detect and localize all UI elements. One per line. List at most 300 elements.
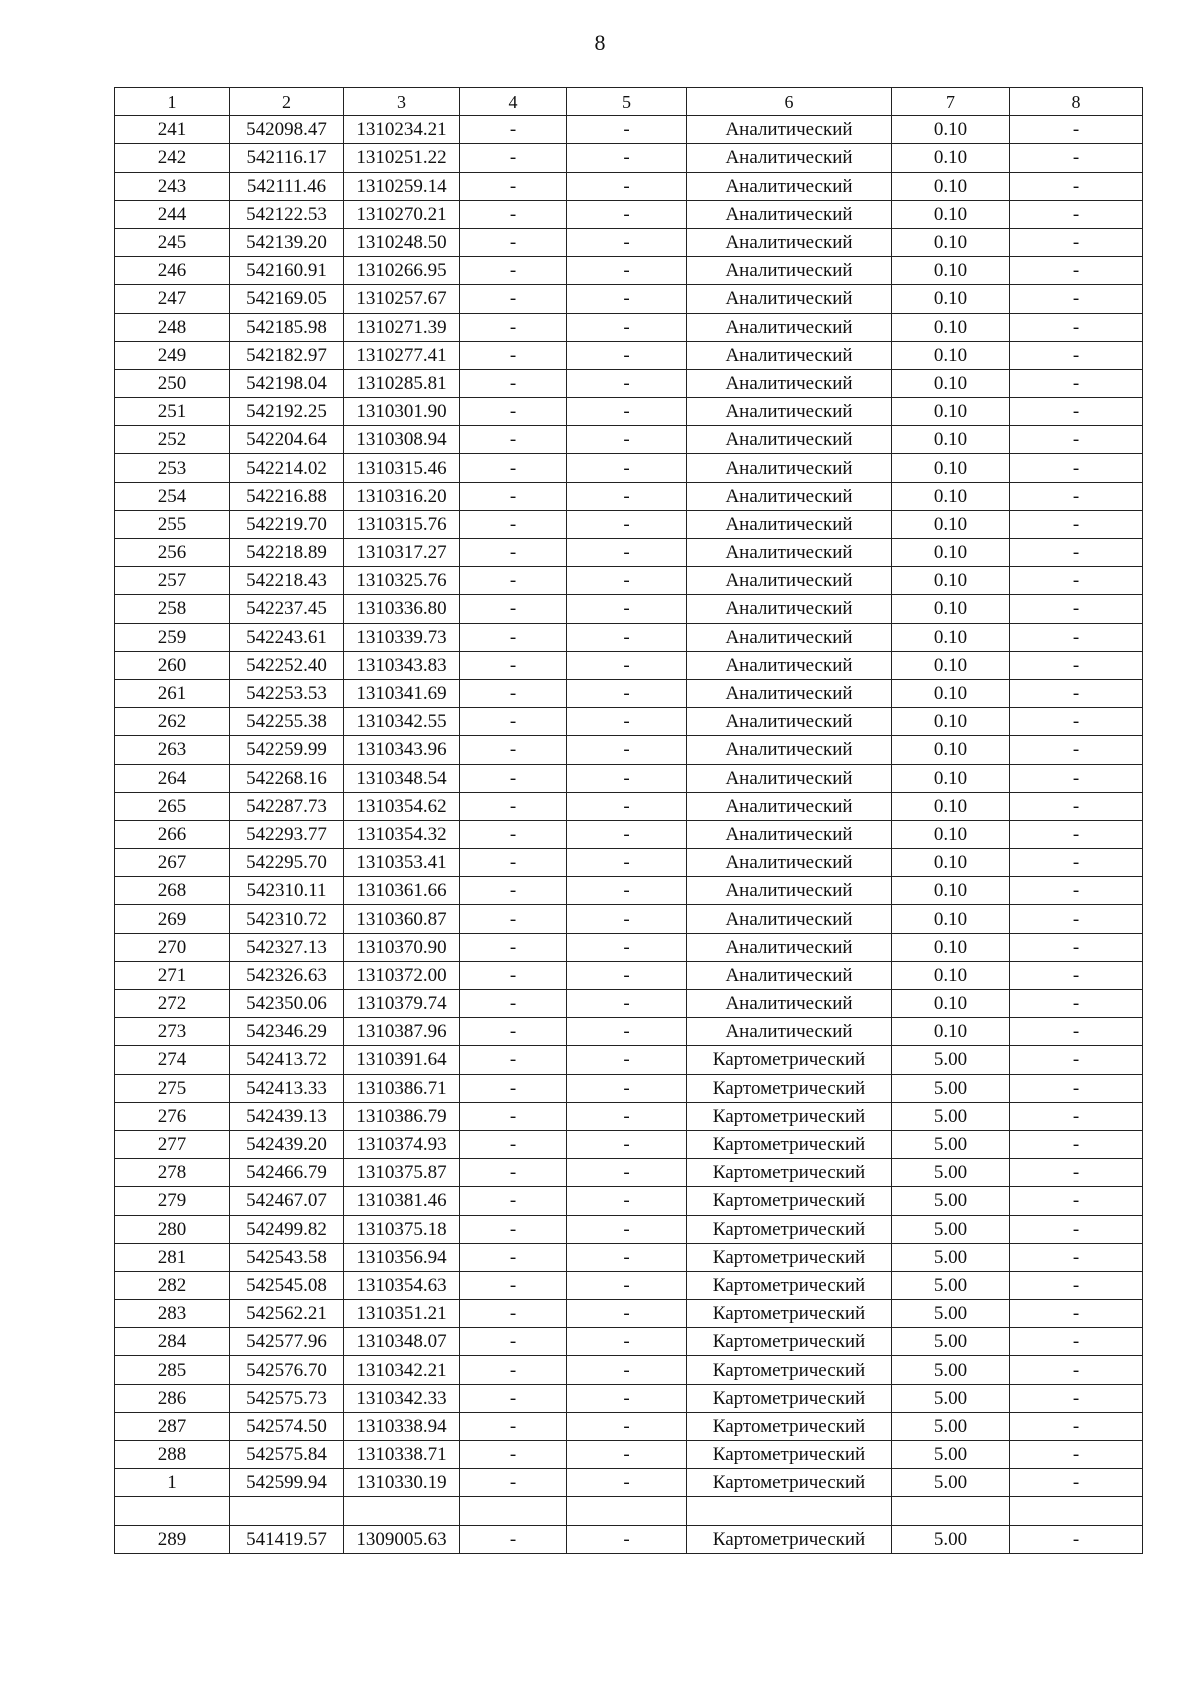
col4-cell: - bbox=[460, 1271, 567, 1299]
column-header-6: 6 bbox=[687, 88, 892, 116]
col4-cell: - bbox=[460, 539, 567, 567]
y-coordinate-cell: 1310370.90 bbox=[344, 933, 460, 961]
x-coordinate-cell: 542499.82 bbox=[230, 1215, 344, 1243]
method-cell: Аналитический bbox=[687, 398, 892, 426]
point-number-cell: 262 bbox=[115, 708, 230, 736]
table-row bbox=[115, 961, 1143, 989]
col8-cell: - bbox=[1010, 228, 1143, 256]
accuracy-cell: 5.00 bbox=[892, 1102, 1010, 1130]
x-coordinate-cell: 542575.73 bbox=[230, 1384, 344, 1412]
col4-cell: - bbox=[460, 1384, 567, 1412]
x-coordinate-cell: 542185.98 bbox=[230, 313, 344, 341]
point-number-cell: 287 bbox=[115, 1412, 230, 1440]
col8-cell: - bbox=[1010, 1356, 1143, 1384]
col4-cell: - bbox=[460, 1215, 567, 1243]
accuracy-cell: 0.10 bbox=[892, 961, 1010, 989]
accuracy-cell: 0.10 bbox=[892, 764, 1010, 792]
col5-cell: - bbox=[567, 961, 687, 989]
method-cell: Аналитический bbox=[687, 228, 892, 256]
x-coordinate-cell: 542216.88 bbox=[230, 482, 344, 510]
col5-cell: - bbox=[567, 820, 687, 848]
table-row bbox=[115, 933, 1143, 961]
method-cell: Аналитический bbox=[687, 341, 892, 369]
y-coordinate-cell: 1310348.07 bbox=[344, 1328, 460, 1356]
method-cell: Аналитический bbox=[687, 454, 892, 482]
col8-cell: - bbox=[1010, 510, 1143, 538]
col8-cell: - bbox=[1010, 369, 1143, 397]
point-number-cell: 244 bbox=[115, 200, 230, 228]
col4-cell: - bbox=[460, 905, 567, 933]
col8-cell: - bbox=[1010, 1046, 1143, 1074]
col8-cell: - bbox=[1010, 1469, 1143, 1497]
accuracy-cell: 0.10 bbox=[892, 454, 1010, 482]
table-row bbox=[115, 1159, 1143, 1187]
method-cell: Аналитический bbox=[687, 482, 892, 510]
point-number-cell: 249 bbox=[115, 341, 230, 369]
col5-cell: - bbox=[567, 1159, 687, 1187]
col8-cell: - bbox=[1010, 1384, 1143, 1412]
x-coordinate-cell: 542268.16 bbox=[230, 764, 344, 792]
y-coordinate-cell: 1310317.27 bbox=[344, 539, 460, 567]
table-row bbox=[115, 200, 1143, 228]
method-cell: Картометрический bbox=[687, 1525, 892, 1553]
x-coordinate-cell: 542466.79 bbox=[230, 1159, 344, 1187]
accuracy-cell: 0.10 bbox=[892, 651, 1010, 679]
table-row bbox=[115, 1412, 1143, 1440]
point-number-cell: 267 bbox=[115, 849, 230, 877]
y-coordinate-cell: 1310354.63 bbox=[344, 1271, 460, 1299]
y-coordinate-cell: 1310379.74 bbox=[344, 990, 460, 1018]
col4-cell: - bbox=[460, 1102, 567, 1130]
column-header-7: 7 bbox=[892, 88, 1010, 116]
y-coordinate-cell: 1310259.14 bbox=[344, 172, 460, 200]
accuracy-cell: 0.10 bbox=[892, 313, 1010, 341]
method-cell: Аналитический bbox=[687, 736, 892, 764]
method-cell: Аналитический bbox=[687, 990, 892, 1018]
method-cell: Аналитический bbox=[687, 595, 892, 623]
x-coordinate-cell: 542576.70 bbox=[230, 1356, 344, 1384]
col4-cell: - bbox=[460, 1356, 567, 1384]
table-row bbox=[115, 313, 1143, 341]
col8-cell: - bbox=[1010, 1074, 1143, 1102]
col4-cell: - bbox=[460, 200, 567, 228]
accuracy-cell: 0.10 bbox=[892, 144, 1010, 172]
accuracy-cell: 5.00 bbox=[892, 1441, 1010, 1469]
method-cell: Картометрический bbox=[687, 1356, 892, 1384]
method-cell: Аналитический bbox=[687, 764, 892, 792]
x-coordinate-cell: 542255.38 bbox=[230, 708, 344, 736]
table-row bbox=[115, 764, 1143, 792]
col4-cell: - bbox=[460, 1046, 567, 1074]
col4-cell: - bbox=[460, 679, 567, 707]
accuracy-cell: 0.10 bbox=[892, 116, 1010, 144]
col5-cell: - bbox=[567, 933, 687, 961]
col8-cell: - bbox=[1010, 285, 1143, 313]
accuracy-cell: 5.00 bbox=[892, 1525, 1010, 1553]
table-row bbox=[115, 1384, 1143, 1412]
point-number-cell: 277 bbox=[115, 1130, 230, 1158]
table-row bbox=[115, 905, 1143, 933]
table-row bbox=[115, 708, 1143, 736]
col8-cell: - bbox=[1010, 623, 1143, 651]
x-coordinate-cell: 542204.64 bbox=[230, 426, 344, 454]
y-coordinate-cell: 1310353.41 bbox=[344, 849, 460, 877]
method-cell: Аналитический bbox=[687, 116, 892, 144]
col8-cell: - bbox=[1010, 933, 1143, 961]
y-coordinate-cell: 1310301.90 bbox=[344, 398, 460, 426]
accuracy-cell: 0.10 bbox=[892, 510, 1010, 538]
col8-cell: - bbox=[1010, 1328, 1143, 1356]
accuracy-cell: 5.00 bbox=[892, 1384, 1010, 1412]
col8-cell: - bbox=[1010, 1271, 1143, 1299]
accuracy-cell: 5.00 bbox=[892, 1159, 1010, 1187]
col5-cell bbox=[567, 1497, 687, 1525]
accuracy-cell: 5.00 bbox=[892, 1469, 1010, 1497]
y-coordinate-cell: 1310257.67 bbox=[344, 285, 460, 313]
col4-cell: - bbox=[460, 595, 567, 623]
col5-cell: - bbox=[567, 341, 687, 369]
method-cell: Картометрический bbox=[687, 1046, 892, 1074]
point-number-cell: 260 bbox=[115, 651, 230, 679]
point-number-cell: 276 bbox=[115, 1102, 230, 1130]
y-coordinate-cell: 1310308.94 bbox=[344, 426, 460, 454]
method-cell: Картометрический bbox=[687, 1441, 892, 1469]
accuracy-cell: 0.10 bbox=[892, 539, 1010, 567]
col4-cell: - bbox=[460, 257, 567, 285]
accuracy-cell: 0.10 bbox=[892, 820, 1010, 848]
col4-cell: - bbox=[460, 567, 567, 595]
col4-cell: - bbox=[460, 1159, 567, 1187]
table-row bbox=[115, 285, 1143, 313]
method-cell: Аналитический bbox=[687, 567, 892, 595]
method-cell: Аналитический bbox=[687, 369, 892, 397]
col4-cell: - bbox=[460, 510, 567, 538]
y-coordinate-cell: 1310338.94 bbox=[344, 1412, 460, 1440]
point-number-cell: 247 bbox=[115, 285, 230, 313]
y-coordinate-cell: 1310381.46 bbox=[344, 1187, 460, 1215]
accuracy-cell: 0.10 bbox=[892, 341, 1010, 369]
method-cell: Картометрический bbox=[687, 1159, 892, 1187]
header-row bbox=[115, 88, 1143, 116]
method-cell: Аналитический bbox=[687, 257, 892, 285]
col8-cell: - bbox=[1010, 116, 1143, 144]
method-cell: Аналитический bbox=[687, 933, 892, 961]
col4-cell: - bbox=[460, 1187, 567, 1215]
col4-cell: - bbox=[460, 849, 567, 877]
col4-cell: - bbox=[460, 792, 567, 820]
col8-cell: - bbox=[1010, 595, 1143, 623]
table-row bbox=[115, 426, 1143, 454]
x-coordinate-cell: 542122.53 bbox=[230, 200, 344, 228]
point-number-cell: 263 bbox=[115, 736, 230, 764]
y-coordinate-cell: 1310354.62 bbox=[344, 792, 460, 820]
col8-cell: - bbox=[1010, 1159, 1143, 1187]
col4-cell: - bbox=[460, 285, 567, 313]
accuracy-cell: 0.10 bbox=[892, 708, 1010, 736]
accuracy-cell: 5.00 bbox=[892, 1187, 1010, 1215]
table-row bbox=[115, 651, 1143, 679]
y-coordinate-cell: 1310375.18 bbox=[344, 1215, 460, 1243]
col5-cell: - bbox=[567, 116, 687, 144]
col8-cell: - bbox=[1010, 905, 1143, 933]
point-number-cell: 283 bbox=[115, 1300, 230, 1328]
col5-cell: - bbox=[567, 736, 687, 764]
col8-cell: - bbox=[1010, 1215, 1143, 1243]
point-number-cell: 272 bbox=[115, 990, 230, 1018]
col5-cell: - bbox=[567, 1469, 687, 1497]
point-number-cell: 254 bbox=[115, 482, 230, 510]
col5-cell: - bbox=[567, 792, 687, 820]
accuracy-cell: 5.00 bbox=[892, 1074, 1010, 1102]
y-coordinate-cell: 1310386.79 bbox=[344, 1102, 460, 1130]
y-coordinate-cell: 1310315.76 bbox=[344, 510, 460, 538]
method-cell: Аналитический bbox=[687, 285, 892, 313]
y-coordinate-cell: 1310315.46 bbox=[344, 454, 460, 482]
point-number-cell: 273 bbox=[115, 1018, 230, 1046]
col8-cell: - bbox=[1010, 1102, 1143, 1130]
method-cell bbox=[687, 1497, 892, 1525]
accuracy-cell: 0.10 bbox=[892, 398, 1010, 426]
accuracy-cell: 0.10 bbox=[892, 257, 1010, 285]
y-coordinate-cell: 1310342.21 bbox=[344, 1356, 460, 1384]
col5-cell: - bbox=[567, 1130, 687, 1158]
col5-cell: - bbox=[567, 1356, 687, 1384]
col4-cell: - bbox=[460, 1074, 567, 1102]
x-coordinate-cell: 542182.97 bbox=[230, 341, 344, 369]
accuracy-cell: 5.00 bbox=[892, 1300, 1010, 1328]
y-coordinate-cell: 1309005.63 bbox=[344, 1525, 460, 1553]
x-coordinate-cell: 542252.40 bbox=[230, 651, 344, 679]
col8-cell: - bbox=[1010, 764, 1143, 792]
method-cell: Аналитический bbox=[687, 961, 892, 989]
x-coordinate-cell bbox=[230, 1497, 344, 1525]
col8-cell bbox=[1010, 1497, 1143, 1525]
method-cell: Аналитический bbox=[687, 820, 892, 848]
col4-cell: - bbox=[460, 1130, 567, 1158]
y-coordinate-cell: 1310270.21 bbox=[344, 200, 460, 228]
x-coordinate-cell: 542545.08 bbox=[230, 1271, 344, 1299]
col4-cell: - bbox=[460, 1243, 567, 1271]
x-coordinate-cell: 542192.25 bbox=[230, 398, 344, 426]
column-header-5: 5 bbox=[567, 88, 687, 116]
point-number-cell: 270 bbox=[115, 933, 230, 961]
col4-cell: - bbox=[460, 1300, 567, 1328]
point-number-cell: 280 bbox=[115, 1215, 230, 1243]
col8-cell: - bbox=[1010, 1243, 1143, 1271]
point-number-cell: 285 bbox=[115, 1356, 230, 1384]
x-coordinate-cell: 542139.20 bbox=[230, 228, 344, 256]
method-cell: Картометрический bbox=[687, 1102, 892, 1130]
table-row bbox=[115, 679, 1143, 707]
x-coordinate-cell: 542350.06 bbox=[230, 990, 344, 1018]
method-cell: Картометрический bbox=[687, 1412, 892, 1440]
table-row bbox=[115, 820, 1143, 848]
method-cell: Аналитический bbox=[687, 200, 892, 228]
col4-cell: - bbox=[460, 1441, 567, 1469]
point-number-cell: 257 bbox=[115, 567, 230, 595]
x-coordinate-cell: 542413.33 bbox=[230, 1074, 344, 1102]
point-number-cell: 256 bbox=[115, 539, 230, 567]
col8-cell: - bbox=[1010, 1441, 1143, 1469]
col5-cell: - bbox=[567, 1187, 687, 1215]
point-number-cell: 265 bbox=[115, 792, 230, 820]
col5-cell: - bbox=[567, 426, 687, 454]
method-cell: Аналитический bbox=[687, 539, 892, 567]
point-number-cell: 286 bbox=[115, 1384, 230, 1412]
table-row bbox=[115, 398, 1143, 426]
col8-cell: - bbox=[1010, 820, 1143, 848]
table-row bbox=[115, 567, 1143, 595]
point-number-cell: 258 bbox=[115, 595, 230, 623]
x-coordinate-cell: 542575.84 bbox=[230, 1441, 344, 1469]
y-coordinate-cell: 1310375.87 bbox=[344, 1159, 460, 1187]
table-row bbox=[115, 1469, 1143, 1497]
accuracy-cell: 0.10 bbox=[892, 623, 1010, 651]
col8-cell: - bbox=[1010, 172, 1143, 200]
accuracy-cell: 0.10 bbox=[892, 200, 1010, 228]
point-number-cell: 248 bbox=[115, 313, 230, 341]
method-cell: Картометрический bbox=[687, 1271, 892, 1299]
col4-cell: - bbox=[460, 961, 567, 989]
method-cell: Аналитический bbox=[687, 651, 892, 679]
col5-cell: - bbox=[567, 849, 687, 877]
col4-cell: - bbox=[460, 1412, 567, 1440]
point-number-cell: 264 bbox=[115, 764, 230, 792]
col5-cell: - bbox=[567, 1384, 687, 1412]
col4-cell: - bbox=[460, 341, 567, 369]
point-number-cell: 274 bbox=[115, 1046, 230, 1074]
table-row bbox=[115, 1130, 1143, 1158]
accuracy-cell: 0.10 bbox=[892, 679, 1010, 707]
column-header-8: 8 bbox=[1010, 88, 1143, 116]
table-row bbox=[115, 792, 1143, 820]
y-coordinate-cell: 1310343.96 bbox=[344, 736, 460, 764]
method-cell: Аналитический bbox=[687, 313, 892, 341]
col5-cell: - bbox=[567, 1441, 687, 1469]
table-row bbox=[115, 877, 1143, 905]
y-coordinate-cell: 1310271.39 bbox=[344, 313, 460, 341]
accuracy-cell: 5.00 bbox=[892, 1412, 1010, 1440]
y-coordinate-cell: 1310330.19 bbox=[344, 1469, 460, 1497]
method-cell: Аналитический bbox=[687, 623, 892, 651]
x-coordinate-cell: 542253.53 bbox=[230, 679, 344, 707]
col5-cell: - bbox=[567, 1074, 687, 1102]
method-cell: Аналитический bbox=[687, 510, 892, 538]
table-row bbox=[115, 116, 1143, 144]
x-coordinate-cell: 542562.21 bbox=[230, 1300, 344, 1328]
method-cell: Аналитический bbox=[687, 708, 892, 736]
method-cell: Картометрический bbox=[687, 1469, 892, 1497]
x-coordinate-cell: 542599.94 bbox=[230, 1469, 344, 1497]
col8-cell: - bbox=[1010, 1300, 1143, 1328]
method-cell: Аналитический bbox=[687, 1018, 892, 1046]
y-coordinate-cell: 1310336.80 bbox=[344, 595, 460, 623]
method-cell: Картометрический bbox=[687, 1384, 892, 1412]
col4-cell: - bbox=[460, 426, 567, 454]
method-cell: Аналитический bbox=[687, 849, 892, 877]
point-number-cell: 242 bbox=[115, 144, 230, 172]
table-row bbox=[115, 1356, 1143, 1384]
accuracy-cell: 0.10 bbox=[892, 792, 1010, 820]
col4-cell: - bbox=[460, 144, 567, 172]
col8-cell: - bbox=[1010, 482, 1143, 510]
table-row bbox=[115, 1497, 1143, 1525]
table-row bbox=[115, 1187, 1143, 1215]
y-coordinate-cell: 1310339.73 bbox=[344, 623, 460, 651]
point-number-cell: 266 bbox=[115, 820, 230, 848]
col8-cell: - bbox=[1010, 257, 1143, 285]
accuracy-cell: 0.10 bbox=[892, 426, 1010, 454]
x-coordinate-cell: 542219.70 bbox=[230, 510, 344, 538]
method-cell: Аналитический bbox=[687, 172, 892, 200]
table-row bbox=[115, 454, 1143, 482]
point-number-cell: 245 bbox=[115, 228, 230, 256]
col8-cell: - bbox=[1010, 1130, 1143, 1158]
accuracy-cell: 0.10 bbox=[892, 905, 1010, 933]
table-row bbox=[115, 510, 1143, 538]
col4-cell: - bbox=[460, 990, 567, 1018]
y-coordinate-cell: 1310360.87 bbox=[344, 905, 460, 933]
point-number-cell: 252 bbox=[115, 426, 230, 454]
x-coordinate-cell: 542327.13 bbox=[230, 933, 344, 961]
col5-cell: - bbox=[567, 369, 687, 397]
column-header-3: 3 bbox=[344, 88, 460, 116]
x-coordinate-cell: 541419.57 bbox=[230, 1525, 344, 1553]
method-cell: Картометрический bbox=[687, 1300, 892, 1328]
col8-cell: - bbox=[1010, 144, 1143, 172]
page-number: 8 bbox=[594, 30, 606, 55]
y-coordinate-cell: 1310251.22 bbox=[344, 144, 460, 172]
accuracy-cell: 0.10 bbox=[892, 877, 1010, 905]
col4-cell: - bbox=[460, 933, 567, 961]
accuracy-cell: 5.00 bbox=[892, 1271, 1010, 1299]
col4-cell: - bbox=[460, 820, 567, 848]
col4-cell: - bbox=[460, 172, 567, 200]
point-number-cell: 275 bbox=[115, 1074, 230, 1102]
accuracy-cell: 5.00 bbox=[892, 1356, 1010, 1384]
y-coordinate-cell: 1310277.41 bbox=[344, 341, 460, 369]
col4-cell: - bbox=[460, 708, 567, 736]
col4-cell: - bbox=[460, 398, 567, 426]
point-number-cell: 288 bbox=[115, 1441, 230, 1469]
y-coordinate-cell: 1310325.76 bbox=[344, 567, 460, 595]
col8-cell: - bbox=[1010, 679, 1143, 707]
table-row bbox=[115, 341, 1143, 369]
col5-cell: - bbox=[567, 482, 687, 510]
x-coordinate-cell: 542543.58 bbox=[230, 1243, 344, 1271]
y-coordinate-cell: 1310387.96 bbox=[344, 1018, 460, 1046]
method-cell: Аналитический bbox=[687, 144, 892, 172]
x-coordinate-cell: 542346.29 bbox=[230, 1018, 344, 1046]
accuracy-cell: 0.10 bbox=[892, 172, 1010, 200]
x-coordinate-cell: 542218.43 bbox=[230, 567, 344, 595]
accuracy-cell: 0.10 bbox=[892, 1018, 1010, 1046]
col4-cell bbox=[460, 1497, 567, 1525]
point-number-cell: 268 bbox=[115, 877, 230, 905]
point-number-cell: 289 bbox=[115, 1525, 230, 1553]
y-coordinate-cell: 1310342.33 bbox=[344, 1384, 460, 1412]
col5-cell: - bbox=[567, 764, 687, 792]
col4-cell: - bbox=[460, 623, 567, 651]
point-number-cell: 279 bbox=[115, 1187, 230, 1215]
point-number-cell: 269 bbox=[115, 905, 230, 933]
col4-cell: - bbox=[460, 877, 567, 905]
col4-cell: - bbox=[460, 1018, 567, 1046]
column-header-4: 4 bbox=[460, 88, 567, 116]
table-row bbox=[115, 1441, 1143, 1469]
y-coordinate-cell: 1310343.83 bbox=[344, 651, 460, 679]
point-number-cell: 261 bbox=[115, 679, 230, 707]
